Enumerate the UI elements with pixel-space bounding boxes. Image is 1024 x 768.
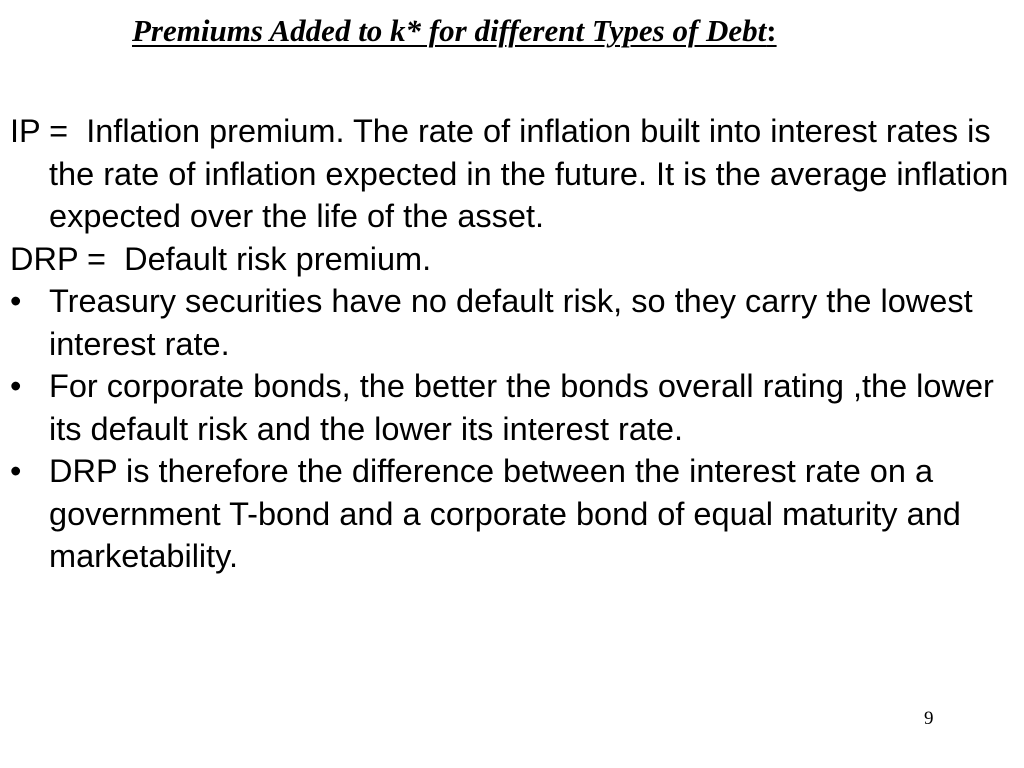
bullet-item (10, 450, 1015, 578)
definition-separator: = (78, 240, 116, 277)
slide-body (10, 110, 1015, 578)
definition-ip (10, 110, 1015, 238)
bullet-text: For corporate bonds, the better the bonds overall rating ,the lower its default risk and the lower its interest rate. (49, 368, 994, 447)
bullet-marker: • (10, 368, 22, 404)
bullet-text: DRP is therefore the difference between the interest rate on a government T-bond and a corporate bond of equal maturity and marketability. (49, 453, 961, 574)
slide-title (132, 12, 777, 50)
bullet-text: Treasury securities have no default risk, so they carry the lowest interest rate. (49, 283, 973, 362)
definition-text: Default risk premium. (124, 240, 432, 277)
bullet-item (10, 365, 1015, 450)
bullet-marker: • (10, 453, 22, 489)
definition-term: IP (10, 113, 41, 149)
definition-text: Inflation premium. The rate of inflation built into interest rates is the rate of inflation expected in the future. It is the average inflation expected over the life of the asset. (49, 113, 1009, 234)
page-number: 9 (924, 708, 934, 729)
definition-drp (10, 238, 1015, 281)
bullet-item (10, 280, 1015, 365)
slide-title-text: Premiums Added to k* for different Types of Debt (132, 13, 767, 48)
definition-separator: = (40, 113, 78, 149)
definition-term: DRP (10, 240, 79, 277)
bullet-marker: • (10, 283, 22, 319)
slide-title-colon: : (766, 13, 777, 48)
